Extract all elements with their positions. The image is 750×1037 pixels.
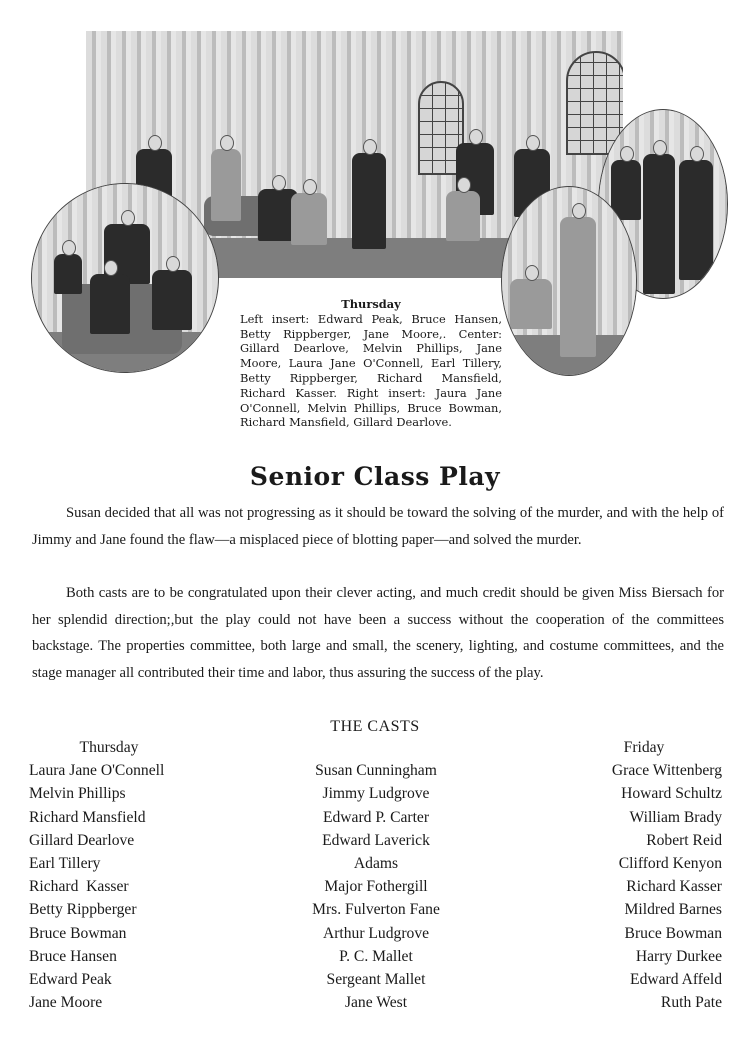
cast-member: Edward Peak [29, 970, 112, 988]
cast-member: Bruce Hansen [29, 947, 117, 965]
photo-caption [240, 297, 502, 430]
actor-figure [560, 217, 596, 357]
paragraph: Both casts are to be congratulated upon their clever acting, and much credit should be given Miss Biersach for her splendid direction;,but the play could not have been a success without the cooperation of the committees backstage. The properties committee, both large and small, the scenery, lighting, and costume committees, and the stage manager all contributed their time and labor, thus assuring the success of the play. [32, 585, 724, 681]
actor-figure [510, 279, 552, 329]
cast-member: Richard Mansfield [29, 808, 146, 826]
friday-cast-column [556, 736, 722, 1014]
role-name: Adams [353, 854, 399, 872]
cast-member: Betty Rippberger [29, 901, 137, 919]
role-name: Susan Cunningham [315, 762, 437, 780]
column-header: Friday [623, 739, 665, 756]
page-headline: Senior Class Play [249, 462, 501, 491]
cast-member: Richard Kasser [626, 878, 722, 896]
cast-member: Jane Moore [29, 994, 103, 1012]
role-name: Sergeant Mallet [326, 970, 426, 988]
column-header-spacer [270, 736, 482, 759]
cast-member: Bruce Bowman [624, 924, 722, 942]
actor-figure [90, 274, 130, 334]
role-name: Mrs. Fulverton Fane [312, 901, 440, 919]
role-name: Jane West [344, 994, 408, 1012]
cast-member: Gillard Dearlove [29, 831, 135, 849]
thursday-cast-column [29, 736, 249, 1014]
cast-member: Harry Durkee [635, 947, 722, 965]
actor-figure [352, 153, 386, 249]
actor-figure [152, 270, 192, 330]
caption-text: Left insert: Edward Peak, Bruce Hansen, Betty Rippberger, Jane Moore,. Center: Gillard Dearlove, Melvin Phillips, Jane Moore, Laura Jane O'Connell, Earl Tillery, Betty Rippberger, Richard Mansfield, Richard Kasser. Right insert: Jaura Jane O'Connell, Melvin Phillips, Bruce Bowman, Richard Mansfield, Gillard Dearlove. [240, 311, 502, 430]
cast-member: Richard Kasser [29, 878, 129, 896]
cast-member: Grace Wittenberg [611, 762, 722, 780]
cast-member: Earl Tillery [29, 854, 101, 872]
cast-member: Melvin Phillips [29, 785, 126, 803]
role-name: Edward P. Carter [322, 808, 430, 826]
cast-member: Edward Affeld [630, 970, 722, 988]
actor-figure [643, 154, 675, 294]
actor-figure [291, 193, 327, 245]
role-name: Arthur Ludgrove [322, 924, 430, 942]
cast-member: Ruth Pate [660, 994, 722, 1012]
paragraph: Susan decided that all was not progressing as it should be toward the solving of the murder, and with the help of Jimmy and Jane found the flaw—a misplaced piece of blotting paper—and solved the murder. [32, 505, 724, 548]
role-name: Edward Laverick [322, 831, 430, 849]
actor-figure [446, 191, 480, 241]
caption-title: Thursday [341, 297, 401, 311]
cast-member: Mildred Barnes [624, 901, 722, 919]
cast-member: Bruce Bowman [29, 924, 127, 942]
stage-photo-right-insert-2 [501, 186, 637, 376]
role-name: Jimmy Ludgrove [322, 785, 430, 803]
cast-member: Robert Reid [646, 831, 722, 849]
cast-member: William Brady [629, 808, 722, 826]
actor-figure [54, 254, 82, 294]
column-header: Thursday [79, 739, 139, 756]
role-name: Major Fothergill [324, 878, 428, 896]
cast-member: Howard Schultz [621, 785, 722, 803]
roles-column [270, 736, 482, 1014]
stage-photo-left-insert [31, 183, 219, 373]
role-name: P. C. Mallet [339, 947, 413, 965]
cast-member: Laura Jane O'Connell [29, 762, 165, 780]
casts-title: THE CASTS [330, 718, 420, 735]
actor-figure [679, 160, 713, 280]
cast-member: Clifford Kenyon [618, 854, 722, 872]
